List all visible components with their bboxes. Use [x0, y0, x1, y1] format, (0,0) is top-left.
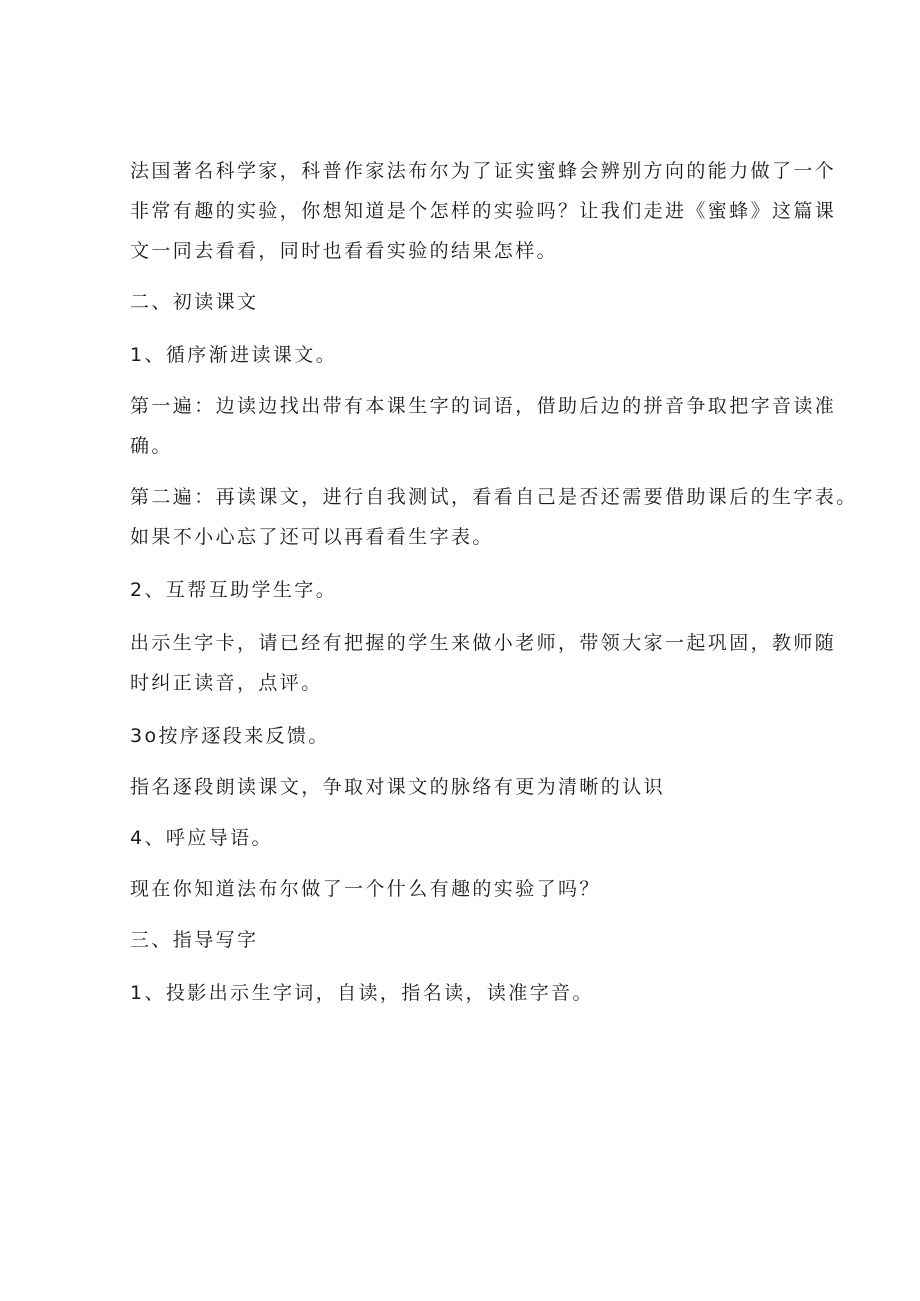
document-body [130, 151, 858, 1013]
text-line: 指名逐段朗读课文，争取对课文的脉络有更为清晰的认识 [130, 776, 666, 798]
step-heading: 4、呼应导语。 [130, 827, 273, 849]
step-heading: 2、互帮互助学生字。 [130, 579, 338, 601]
text-line: 现在你知道法布尔做了一个什么有趣的实验了吗？ [130, 878, 601, 900]
step-heading: 1、投影出示生字词，自读，指名读，读准字音。 [130, 982, 594, 1004]
flashcard-paragraph [130, 623, 837, 703]
text-line: 确。 [130, 435, 173, 457]
text-line: 文一同去看看，同时也看看实验的结果怎样。 [130, 240, 559, 262]
text-line: 非常有趣的实验，你想知道是个怎样的实验吗？让我们走进《蜜蜂》这篇课 [130, 200, 837, 222]
text-line: 如果不小心忘了还可以再看看生字表。 [130, 526, 494, 548]
section-heading: 三、指导写字 [130, 929, 259, 951]
section-heading: 二、初读课文 [130, 291, 259, 313]
intro-paragraph [130, 151, 837, 271]
text-line: 第一遍：边读边找出带有本课生字的词语，借助后边的拼音争取把字音读准 [130, 395, 837, 417]
text-line: 第二遍：再读课文，进行自我测试，看看自己是否还需要借助课后的生字表。 [130, 486, 858, 508]
text-line: 时纠正读音，点评。 [130, 672, 323, 694]
text-line: 出示生字卡，请已经有把握的学生来做小老师，带领大家一起巩固，教师随 [130, 632, 837, 654]
step-heading: 3o按序逐段来反馈。 [130, 725, 330, 747]
step-heading: 1、循序渐进读课文。 [130, 344, 338, 366]
second-reading-paragraph [130, 477, 858, 557]
text-line: 法国著名科学家，科普作家法布尔为了证实蜜蜂会辨别方向的能力做了一个 [130, 160, 837, 182]
first-reading-paragraph [130, 386, 837, 466]
